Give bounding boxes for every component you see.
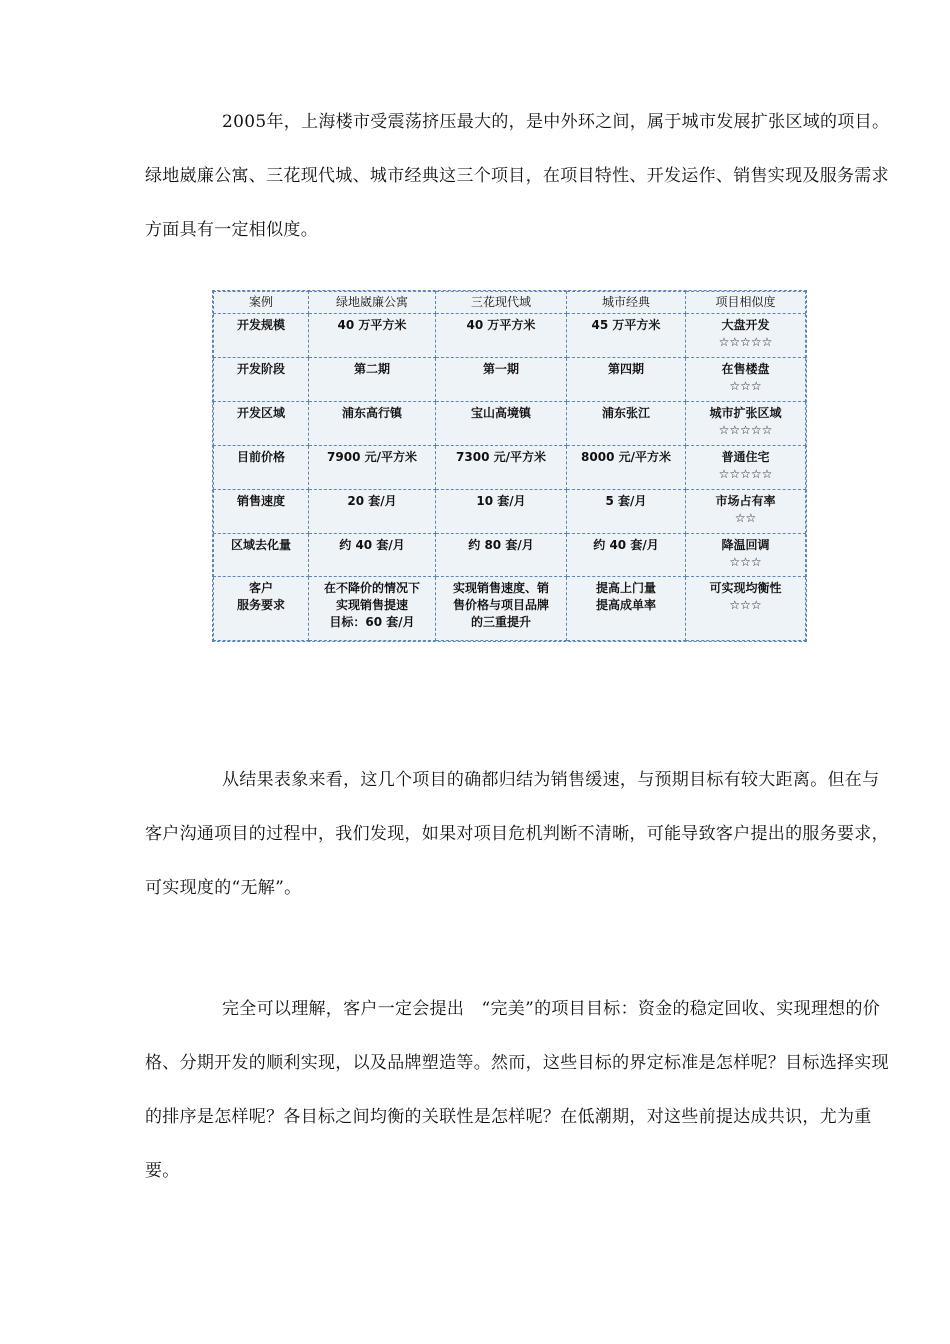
table-cell: 市场占有率 ☆☆ <box>686 489 806 533</box>
table-cell: 约 80 套/月 <box>436 533 567 577</box>
table-cell: 40 万平方米 <box>309 314 436 358</box>
comparison-table-image <box>212 290 807 642</box>
table-cell: 在售楼盘 ☆☆☆ <box>686 357 806 401</box>
table-cell: 8000 元/平方米 <box>567 445 686 489</box>
row-label: 开发区域 <box>214 401 309 445</box>
header-project-1: 绿地崴廉公寓 <box>309 292 436 314</box>
row-label: 目前价格 <box>214 445 309 489</box>
table-row <box>214 445 806 489</box>
table-cell: 可实现均衡性 ☆☆☆ <box>686 577 806 641</box>
header-case: 案例 <box>214 292 309 314</box>
table-cell: 7300 元/平方米 <box>436 445 567 489</box>
table-row <box>214 401 806 445</box>
table-row <box>214 357 806 401</box>
table-cell: 45 万平方米 <box>567 314 686 358</box>
table-cell: 在不降价的情况下 实现销售提速 目标：60 套/月 <box>309 577 436 641</box>
table-cell: 7900 元/平方米 <box>309 445 436 489</box>
table-row <box>214 533 806 577</box>
table-cell: 第二期 <box>309 357 436 401</box>
paragraph-intro: 2005年，上海楼市受震荡挤压最大的，是中外环之间，属于城市发展扩张区域的项目。绿地崴廉公寓、三花现代城、城市经典这三个项目，在项目特性、开发运作、销售实现及服务需求方面具有一定相似度。 <box>145 112 890 240</box>
paragraph-goals: 完全可以理解，客户一定会提出 “完美”的项目目标：资金的稳定回收、实现理想的价格、分期开发的顺利实现，以及品牌塑造等。然而，这些目标的界定标准是怎样呢？目标选择实现的排序是怎样呢？各目标之间均衡的关联性是怎样呢？在低潮期，对这些前提达成共识，尤为重要。 <box>145 999 889 1181</box>
table-cell: 城市扩张区域 ☆☆☆☆☆ <box>686 401 806 445</box>
header-similarity: 项目相似度 <box>686 292 806 314</box>
table-cell: 第一期 <box>436 357 567 401</box>
table-header-row <box>214 292 806 314</box>
table-row <box>214 489 806 533</box>
table-cell: 40 万平方米 <box>436 314 567 358</box>
table-cell: 浦东张江 <box>567 401 686 445</box>
table-cell: 提高上门量 提高成单率 <box>567 577 686 641</box>
row-label: 开发规模 <box>214 314 309 358</box>
table-cell: 宝山高境镇 <box>436 401 567 445</box>
table-cell: 大盘开发 ☆☆☆☆☆ <box>686 314 806 358</box>
table-cell: 约 40 套/月 <box>309 533 436 577</box>
header-project-2: 三花现代域 <box>436 292 567 314</box>
row-label: 区域去化量 <box>214 533 309 577</box>
table-row <box>214 314 806 358</box>
table-cell: 20 套/月 <box>309 489 436 533</box>
table-cell: 10 套/月 <box>436 489 567 533</box>
row-label: 客户 服务要求 <box>214 577 309 641</box>
table-cell: 普通住宅 ☆☆☆☆☆ <box>686 445 806 489</box>
table-cell: 5 套/月 <box>567 489 686 533</box>
table-cell: 降温回调 ☆☆☆ <box>686 533 806 577</box>
header-project-3: 城市经典 <box>567 292 686 314</box>
row-label: 销售速度 <box>214 489 309 533</box>
table-cell: 第四期 <box>567 357 686 401</box>
table-cell: 约 40 套/月 <box>567 533 686 577</box>
comparison-table <box>213 291 806 641</box>
table-row <box>214 577 806 641</box>
row-label: 开发阶段 <box>214 357 309 401</box>
table-cell: 浦东高行镇 <box>309 401 436 445</box>
paragraph-analysis: 从结果表象来看，这几个项目的确都归结为销售缓速，与预期目标有较大距离。但在与客户沟通项目的过程中，我们发现，如果对项目危机判断不清晰，可能导致客户提出的服务要求，可实现度的“无解”。 <box>145 770 889 898</box>
table-cell: 实现销售速度、销 售价格与项目品牌 的三重提升 <box>436 577 567 641</box>
